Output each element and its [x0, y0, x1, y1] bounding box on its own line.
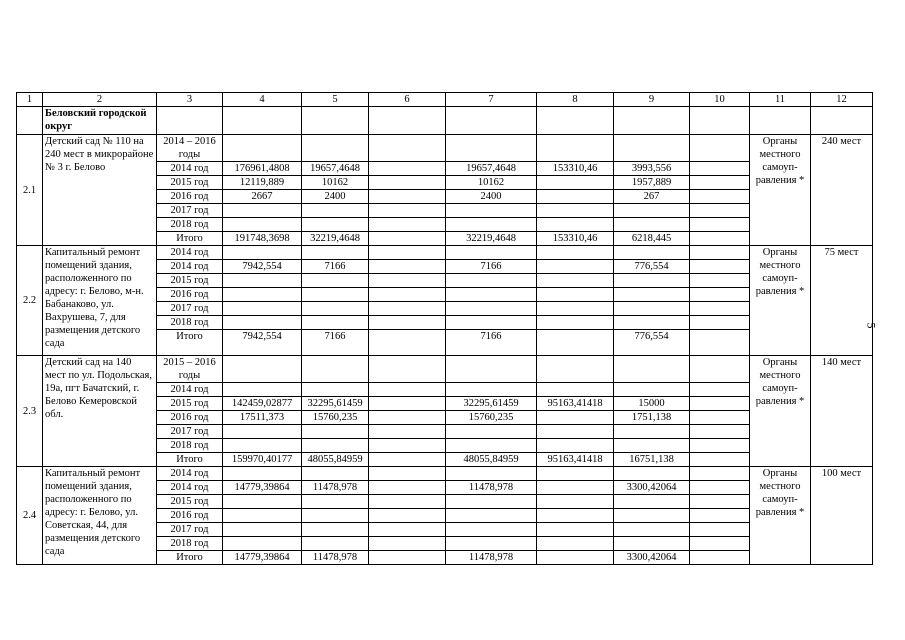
- value-cell: [537, 509, 614, 523]
- value-cell: [537, 551, 614, 565]
- row-number: 2.4: [17, 467, 43, 565]
- value-cell: [302, 523, 369, 537]
- empty-cell: [690, 467, 750, 481]
- value-cell: [537, 523, 614, 537]
- empty-cell: [690, 135, 750, 162]
- value-cell: [302, 509, 369, 523]
- value-cell: [614, 218, 690, 232]
- value-cell: [369, 523, 446, 537]
- capacity-cell: 140 мест: [811, 356, 873, 467]
- header-cell: 2: [43, 93, 157, 107]
- object-name: Детский сад № 110 на 240 мест в микрорайоне № 3 г. Белово: [43, 135, 157, 246]
- value-cell: [369, 481, 446, 495]
- value-cell: [614, 204, 690, 218]
- year-cell: 2017 год: [157, 302, 223, 316]
- value-cell: [369, 537, 446, 551]
- value-cell: [537, 204, 614, 218]
- value-cell: 153310,46: [537, 232, 614, 246]
- value-cell: [369, 232, 446, 246]
- value-cell: [446, 135, 537, 162]
- year-cell: 2017 год: [157, 523, 223, 537]
- header-cell: 7: [446, 93, 537, 107]
- value-cell: [369, 453, 446, 467]
- empty-cell: [690, 523, 750, 537]
- value-cell: 142459,02877: [223, 397, 302, 411]
- value-cell: 776,554: [614, 330, 690, 356]
- value-cell: [369, 218, 446, 232]
- value-cell: 7942,554: [223, 260, 302, 274]
- object-name: Капитальный ремонт помещений здания, расположенного по адресу: г. Белово, м-н. Бабанаково, ул. Вахрушева, 7, для размещения детского сада: [43, 246, 157, 356]
- empty-cell: [446, 107, 537, 135]
- value-cell: [369, 467, 446, 481]
- value-cell: [369, 176, 446, 190]
- value-cell: [369, 162, 446, 176]
- value-cell: [369, 439, 446, 453]
- value-cell: [369, 551, 446, 565]
- value-cell: [302, 218, 369, 232]
- value-cell: 32295,61459: [302, 397, 369, 411]
- empty-cell: [223, 107, 302, 135]
- value-cell: 3993,556: [614, 162, 690, 176]
- budget-table: [16, 92, 873, 565]
- value-cell: [537, 495, 614, 509]
- value-cell: [223, 537, 302, 551]
- empty-cell: [690, 190, 750, 204]
- empty-cell: [690, 176, 750, 190]
- value-cell: [537, 260, 614, 274]
- value-cell: [614, 537, 690, 551]
- empty-cell: [537, 107, 614, 135]
- year-cell: 2017 год: [157, 204, 223, 218]
- value-cell: [223, 302, 302, 316]
- value-cell: 191748,3698: [223, 232, 302, 246]
- value-cell: 32219,4648: [446, 232, 537, 246]
- value-cell: [537, 383, 614, 397]
- value-cell: [369, 190, 446, 204]
- value-cell: 17511,373: [223, 411, 302, 425]
- value-cell: [369, 204, 446, 218]
- value-cell: 11478,978: [302, 551, 369, 565]
- empty-cell: [614, 107, 690, 135]
- empty-cell: [811, 107, 873, 135]
- value-cell: [614, 383, 690, 397]
- value-cell: [446, 288, 537, 302]
- value-cell: 15760,235: [302, 411, 369, 425]
- table-row: [17, 356, 873, 383]
- header-cell: 10: [690, 93, 750, 107]
- empty-cell: [690, 288, 750, 302]
- empty-cell: [690, 481, 750, 495]
- value-cell: 48055,84959: [302, 453, 369, 467]
- value-cell: [369, 383, 446, 397]
- value-cell: 7942,554: [223, 330, 302, 356]
- year-cell: 2016 год: [157, 288, 223, 302]
- value-cell: [614, 274, 690, 288]
- value-cell: [537, 288, 614, 302]
- empty-cell: [690, 260, 750, 274]
- value-cell: 3300,42064: [614, 481, 690, 495]
- value-cell: 19657,4648: [302, 162, 369, 176]
- year-cell: 2014 год: [157, 246, 223, 260]
- value-cell: [614, 316, 690, 330]
- value-cell: [369, 397, 446, 411]
- value-cell: 14779,39864: [223, 551, 302, 565]
- value-cell: 6218,445: [614, 232, 690, 246]
- header-cell: 4: [223, 93, 302, 107]
- year-cell: 2017 год: [157, 425, 223, 439]
- value-cell: [537, 411, 614, 425]
- value-cell: [537, 176, 614, 190]
- header-cell: 6: [369, 93, 446, 107]
- value-cell: [614, 135, 690, 162]
- empty-cell: [690, 397, 750, 411]
- value-cell: 95163,41418: [537, 453, 614, 467]
- value-cell: [537, 425, 614, 439]
- year-cell: 2014 год: [157, 481, 223, 495]
- year-cell: Итого: [157, 453, 223, 467]
- value-cell: [302, 537, 369, 551]
- page-number: 5: [864, 322, 879, 329]
- value-cell: [223, 218, 302, 232]
- value-cell: [446, 383, 537, 397]
- value-cell: [223, 439, 302, 453]
- empty-cell: [690, 232, 750, 246]
- value-cell: [614, 302, 690, 316]
- value-cell: [537, 274, 614, 288]
- value-cell: [302, 204, 369, 218]
- value-cell: [446, 509, 537, 523]
- header-cell: 12: [811, 93, 873, 107]
- header-row: [17, 93, 873, 107]
- year-cell: 2018 год: [157, 537, 223, 551]
- value-cell: 3300,42064: [614, 551, 690, 565]
- responsible-organ: Органы местного самоуп-равления *: [750, 246, 811, 356]
- header-cell: 3: [157, 93, 223, 107]
- year-cell: 2014 год: [157, 383, 223, 397]
- table-body: [17, 93, 873, 565]
- empty-cell: [690, 302, 750, 316]
- value-cell: [614, 356, 690, 383]
- value-cell: 10162: [302, 176, 369, 190]
- year-cell: 2015 год: [157, 274, 223, 288]
- value-cell: [302, 495, 369, 509]
- value-cell: [223, 274, 302, 288]
- value-cell: 2400: [446, 190, 537, 204]
- empty-cell: [690, 509, 750, 523]
- value-cell: [537, 356, 614, 383]
- empty-cell: [690, 218, 750, 232]
- value-cell: [302, 439, 369, 453]
- empty-cell: [690, 425, 750, 439]
- value-cell: [302, 274, 369, 288]
- empty-cell: [690, 246, 750, 260]
- year-cell: 2016 год: [157, 509, 223, 523]
- value-cell: [446, 246, 537, 260]
- value-cell: [302, 467, 369, 481]
- value-cell: [446, 537, 537, 551]
- value-cell: [369, 509, 446, 523]
- value-cell: [223, 288, 302, 302]
- value-cell: [369, 356, 446, 383]
- value-cell: [302, 356, 369, 383]
- value-cell: [369, 288, 446, 302]
- value-cell: [537, 218, 614, 232]
- row-number: 2.1: [17, 135, 43, 246]
- value-cell: [537, 190, 614, 204]
- value-cell: [223, 467, 302, 481]
- value-cell: 776,554: [614, 260, 690, 274]
- responsible-organ: Органы местного самоуп-равления *: [750, 467, 811, 565]
- value-cell: 11478,978: [446, 481, 537, 495]
- value-cell: [537, 439, 614, 453]
- value-cell: [302, 288, 369, 302]
- empty-cell: [690, 439, 750, 453]
- value-cell: [369, 260, 446, 274]
- value-cell: 11478,978: [302, 481, 369, 495]
- year-cell: 2018 год: [157, 218, 223, 232]
- table-row: [17, 135, 873, 162]
- value-cell: 267: [614, 190, 690, 204]
- empty-cell: [690, 537, 750, 551]
- empty-cell: [690, 411, 750, 425]
- value-cell: [223, 316, 302, 330]
- capacity-cell: 240 мест: [811, 135, 873, 246]
- year-cell: 2014 – 2016 годы: [157, 135, 223, 162]
- object-name: Детский сад на 140 мест по ул. Подольская, 19а, пгт Бачатский, г. Белово Кемеровской обл.: [43, 356, 157, 467]
- value-cell: 19657,4648: [446, 162, 537, 176]
- value-cell: [537, 246, 614, 260]
- value-cell: 159970,40177: [223, 453, 302, 467]
- value-cell: [369, 495, 446, 509]
- value-cell: 15000: [614, 397, 690, 411]
- header-cell: 5: [302, 93, 369, 107]
- value-cell: [223, 523, 302, 537]
- empty-cell: [690, 274, 750, 288]
- value-cell: 7166: [302, 260, 369, 274]
- value-cell: 10162: [446, 176, 537, 190]
- value-cell: [537, 330, 614, 356]
- value-cell: 11478,978: [446, 551, 537, 565]
- value-cell: [223, 204, 302, 218]
- district-name: Беловский городской округ: [43, 107, 157, 135]
- value-cell: 7166: [302, 330, 369, 356]
- empty-cell: [369, 107, 446, 135]
- value-cell: [446, 204, 537, 218]
- value-cell: [446, 467, 537, 481]
- row-number: 2.2: [17, 246, 43, 356]
- value-cell: [614, 523, 690, 537]
- table-row: [17, 246, 873, 260]
- value-cell: [369, 316, 446, 330]
- empty-cell: [690, 316, 750, 330]
- empty-cell: [690, 330, 750, 356]
- year-cell: 2014 год: [157, 260, 223, 274]
- table-row: [17, 467, 873, 481]
- header-cell: 9: [614, 93, 690, 107]
- value-cell: [223, 356, 302, 383]
- year-cell: Итого: [157, 330, 223, 356]
- value-cell: [446, 523, 537, 537]
- object-name: Капитальный ремонт помещений здания, расположенного по адресу: г. Белово, ул. Советская, 44, для размещения детского сада: [43, 467, 157, 565]
- year-cell: 2018 год: [157, 439, 223, 453]
- value-cell: [614, 439, 690, 453]
- row-number: 2.3: [17, 356, 43, 467]
- value-cell: [369, 411, 446, 425]
- value-cell: 16751,138: [614, 453, 690, 467]
- value-cell: [223, 425, 302, 439]
- empty-cell: [690, 356, 750, 383]
- value-cell: 7166: [446, 330, 537, 356]
- value-cell: 2667: [223, 190, 302, 204]
- value-cell: 153310,46: [537, 162, 614, 176]
- year-cell: 2014 год: [157, 162, 223, 176]
- value-cell: [446, 439, 537, 453]
- value-cell: 32295,61459: [446, 397, 537, 411]
- value-cell: [614, 425, 690, 439]
- district-num-cell: [17, 107, 43, 135]
- value-cell: [446, 425, 537, 439]
- value-cell: [223, 383, 302, 397]
- responsible-organ: Органы местного самоуп-равления *: [750, 356, 811, 467]
- value-cell: 32219,4648: [302, 232, 369, 246]
- value-cell: [614, 509, 690, 523]
- value-cell: [446, 302, 537, 316]
- header-cell: 11: [750, 93, 811, 107]
- value-cell: [446, 218, 537, 232]
- value-cell: [369, 425, 446, 439]
- value-cell: [446, 316, 537, 330]
- value-cell: [369, 302, 446, 316]
- value-cell: [302, 302, 369, 316]
- value-cell: [537, 481, 614, 495]
- year-cell: Итого: [157, 551, 223, 565]
- empty-cell: [690, 162, 750, 176]
- year-cell: 2015 год: [157, 176, 223, 190]
- value-cell: [614, 467, 690, 481]
- value-cell: [369, 330, 446, 356]
- value-cell: [223, 135, 302, 162]
- value-cell: 95163,41418: [537, 397, 614, 411]
- empty-cell: [690, 495, 750, 509]
- district-row: [17, 107, 873, 135]
- value-cell: 14779,39864: [223, 481, 302, 495]
- value-cell: 7166: [446, 260, 537, 274]
- empty-cell: [750, 107, 811, 135]
- empty-cell: [302, 107, 369, 135]
- value-cell: [537, 135, 614, 162]
- year-cell: 2016 год: [157, 411, 223, 425]
- year-cell: 2018 год: [157, 316, 223, 330]
- value-cell: 48055,84959: [446, 453, 537, 467]
- value-cell: [446, 356, 537, 383]
- value-cell: [614, 246, 690, 260]
- capacity-cell: 100 мест: [811, 467, 873, 565]
- value-cell: [537, 467, 614, 481]
- value-cell: 12119,889: [223, 176, 302, 190]
- empty-cell: [690, 204, 750, 218]
- year-cell: Итого: [157, 232, 223, 246]
- value-cell: [302, 425, 369, 439]
- year-cell: 2015 – 2016 годы: [157, 356, 223, 383]
- value-cell: [446, 495, 537, 509]
- year-cell: 2016 год: [157, 190, 223, 204]
- value-cell: [446, 274, 537, 288]
- year-cell: 2014 год: [157, 467, 223, 481]
- value-cell: 1751,138: [614, 411, 690, 425]
- capacity-cell: 75 мест: [811, 246, 873, 356]
- value-cell: [223, 509, 302, 523]
- empty-cell: [690, 107, 750, 135]
- value-cell: 176961,4808: [223, 162, 302, 176]
- value-cell: [302, 246, 369, 260]
- year-cell: 2015 год: [157, 397, 223, 411]
- value-cell: [537, 537, 614, 551]
- value-cell: 15760,235: [446, 411, 537, 425]
- value-cell: [614, 495, 690, 509]
- value-cell: [537, 316, 614, 330]
- header-cell: 8: [537, 93, 614, 107]
- empty-cell: [690, 453, 750, 467]
- value-cell: [302, 135, 369, 162]
- year-cell: 2015 год: [157, 495, 223, 509]
- responsible-organ: Органы местного самоуп-равления *: [750, 135, 811, 246]
- value-cell: [302, 316, 369, 330]
- value-cell: 2400: [302, 190, 369, 204]
- value-cell: [369, 274, 446, 288]
- value-cell: [369, 246, 446, 260]
- value-cell: [537, 302, 614, 316]
- header-cell: 1: [17, 93, 43, 107]
- empty-cell: [690, 383, 750, 397]
- empty-cell: [157, 107, 223, 135]
- empty-cell: [690, 551, 750, 565]
- value-cell: [614, 288, 690, 302]
- value-cell: 1957,889: [614, 176, 690, 190]
- value-cell: [369, 135, 446, 162]
- value-cell: [302, 383, 369, 397]
- value-cell: [223, 246, 302, 260]
- value-cell: [223, 495, 302, 509]
